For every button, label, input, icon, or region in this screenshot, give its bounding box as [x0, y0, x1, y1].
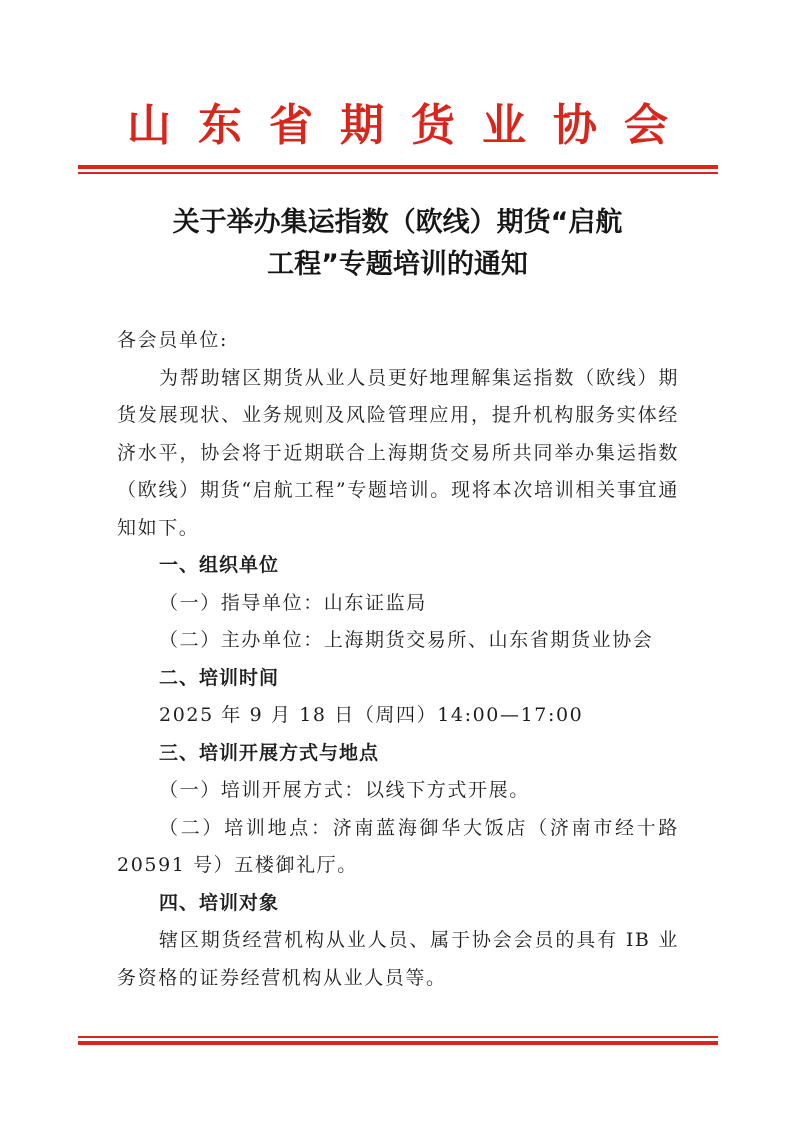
salutation: 各会员单位:	[117, 329, 229, 351]
section-heading-format-location: 三、培训开展方式与地点	[159, 741, 380, 764]
header-divider-thin	[78, 172, 718, 174]
training-time: 2025 年 9 月 18 日（周四）14:00—17:00	[159, 704, 584, 726]
document-body	[117, 322, 679, 997]
section-heading-organizers: 一、组织单位	[159, 554, 280, 576]
header-divider-thick	[78, 165, 718, 169]
host-unit: （二）主办单位：上海期货交易所、山东省期货业协会	[159, 629, 654, 651]
title-line-1: 关于举办集运指数（欧线）期货“启航	[172, 207, 623, 238]
section-heading-audience: 四、培训对象	[159, 891, 280, 914]
title-line-2: 工程”专题培训的通知	[267, 249, 528, 280]
intro-paragraph: 为帮助辖区期货从业人员更好地理解集运指数（欧线）期货发展现状、业务规则及风险管理应用，提升机构服务实体经济水平，协会将于近期联合上海期货交易所共同举办集运指数（欧线）期货“启航工程”专题培训。现将本次培训相关事宜通知如下。	[117, 366, 679, 539]
footer-divider-thick	[78, 1041, 718, 1045]
document-title	[0, 202, 795, 286]
footer-divider-thin	[78, 1036, 718, 1038]
training-location: （二）培训地点：济南蓝海御华大饭店（济南市经十路 20591 号）五楼御礼厅。	[117, 816, 679, 876]
organization-header: 山东省期货业协会	[127, 100, 695, 151]
guiding-unit: （一）指导单位：山东证监局	[159, 591, 427, 614]
training-format: （一）培训开展方式：以线下方式开展。	[159, 779, 530, 801]
section-heading-time: 二、培训时间	[159, 666, 280, 689]
training-audience: 辖区期货经营机构从业人员、属于协会会员的具有 IB 业务资格的证券经营机构从业人员等。	[117, 929, 679, 989]
